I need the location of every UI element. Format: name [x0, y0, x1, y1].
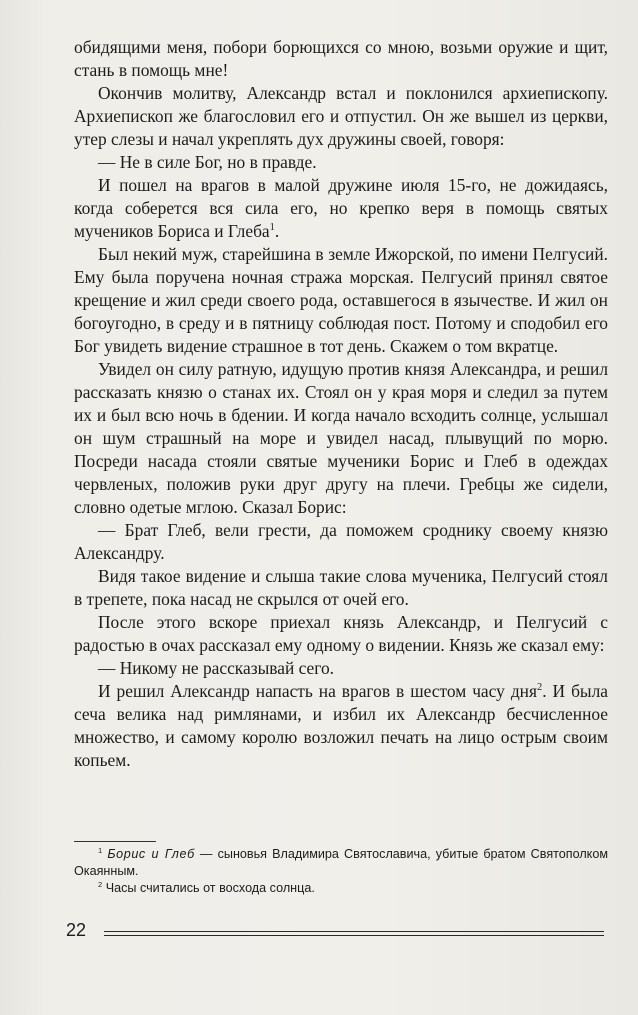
- footnote-ref: 2: [536, 682, 543, 694]
- dialogue-line: — Брат Глеб, вели грести, да поможем сроднику своему князю Александру.: [74, 520, 608, 563]
- paragraph: И решил Александр напасть на врагов в шестом часу дня$^2$. И была сеча велика над римлянами, и избил их Александр бесчисленное множество, и самому королю возложил печать на лицо острым своим копьем.: [74, 681, 608, 770]
- footnote-separator: [74, 841, 156, 842]
- footnote-term: Борис и Глеб: [107, 847, 195, 861]
- footnote-text: — сыновья Владимира Святославича, убитые братом Святополком Окаянным.: [74, 847, 608, 878]
- paragraph: Увидел он силу ратную, идущую против князя Александра, и решил рассказать князю о станах их. Стоял он у края моря и следил за путем их и был всю ночь в бдении. И когда начало всходить солнце, услышал он шум страшный на море и увидел насад, плывущий по морю. Посреди насада стояли святые мученики Борис и Глеб в одеждах червленых, положив руки друг другу на плечи. Гребцы же сидели, словно одетые мглою. Сказал Борис:: [74, 359, 608, 517]
- footnote-marker: 2: [98, 879, 103, 889]
- paragraph: И пошел на врагов в малой дружине июля 15-го, не дожидаясь, когда соберется вся сила его, но крепко веря в помощь святых мучеников Бориса и Глеба$^1$.: [74, 175, 608, 241]
- paragraph: После этого вскоре приехал князь Александр, и Пелгусий с радостью в очах рассказал ему одному о видении. Князь же сказал ему:: [74, 612, 608, 655]
- footer-rule: [104, 935, 604, 936]
- dialogue-line: — Не в силе Бог, но в правде.: [98, 152, 317, 172]
- dialogue-line: — Никому не рассказывай сего.: [98, 658, 335, 678]
- footnote-marker: 1: [98, 845, 103, 855]
- footnote: [74, 846, 608, 880]
- paragraph: Был некий муж, старейшина в земле Ижорской, по имени Пелгусий. Ему была поручена ночная стража морская. Пелгусий принял святое крещение и жил среди своего рода, оставшегося в язычестве. И жил он богоугодно, в среду и в пятницу соблюдая пост. Потому и сподобил его Бог увидеть видение страшное в тот день. Скажем о том вкратце.: [74, 244, 608, 356]
- footnote-text: Часы считались от восхода солнца.: [102, 881, 315, 895]
- paragraph: Окончив молитву, Александр встал и поклонился архиепископу. Архиепископ же благословил его и отпустил. Он же вышел из церкви, утер слезы и начал укреплять дух дружины своей, говоря:: [74, 83, 608, 149]
- footnote: [74, 880, 608, 897]
- page-number: 22: [66, 920, 87, 940]
- footnote-ref: 1: [269, 222, 275, 234]
- paragraph: обидящими меня, побори борющихся со мною, возьми оружие и щит, стань в помощь мне!: [74, 37, 608, 80]
- footer-rule: [104, 931, 604, 932]
- footnotes: [74, 846, 608, 897]
- paragraph: Видя такое видение и слыша такие слова мученика, Пелгусий стоял в трепете, пока насад не скрылся от очей его.: [74, 566, 608, 609]
- main-text: [74, 36, 608, 772]
